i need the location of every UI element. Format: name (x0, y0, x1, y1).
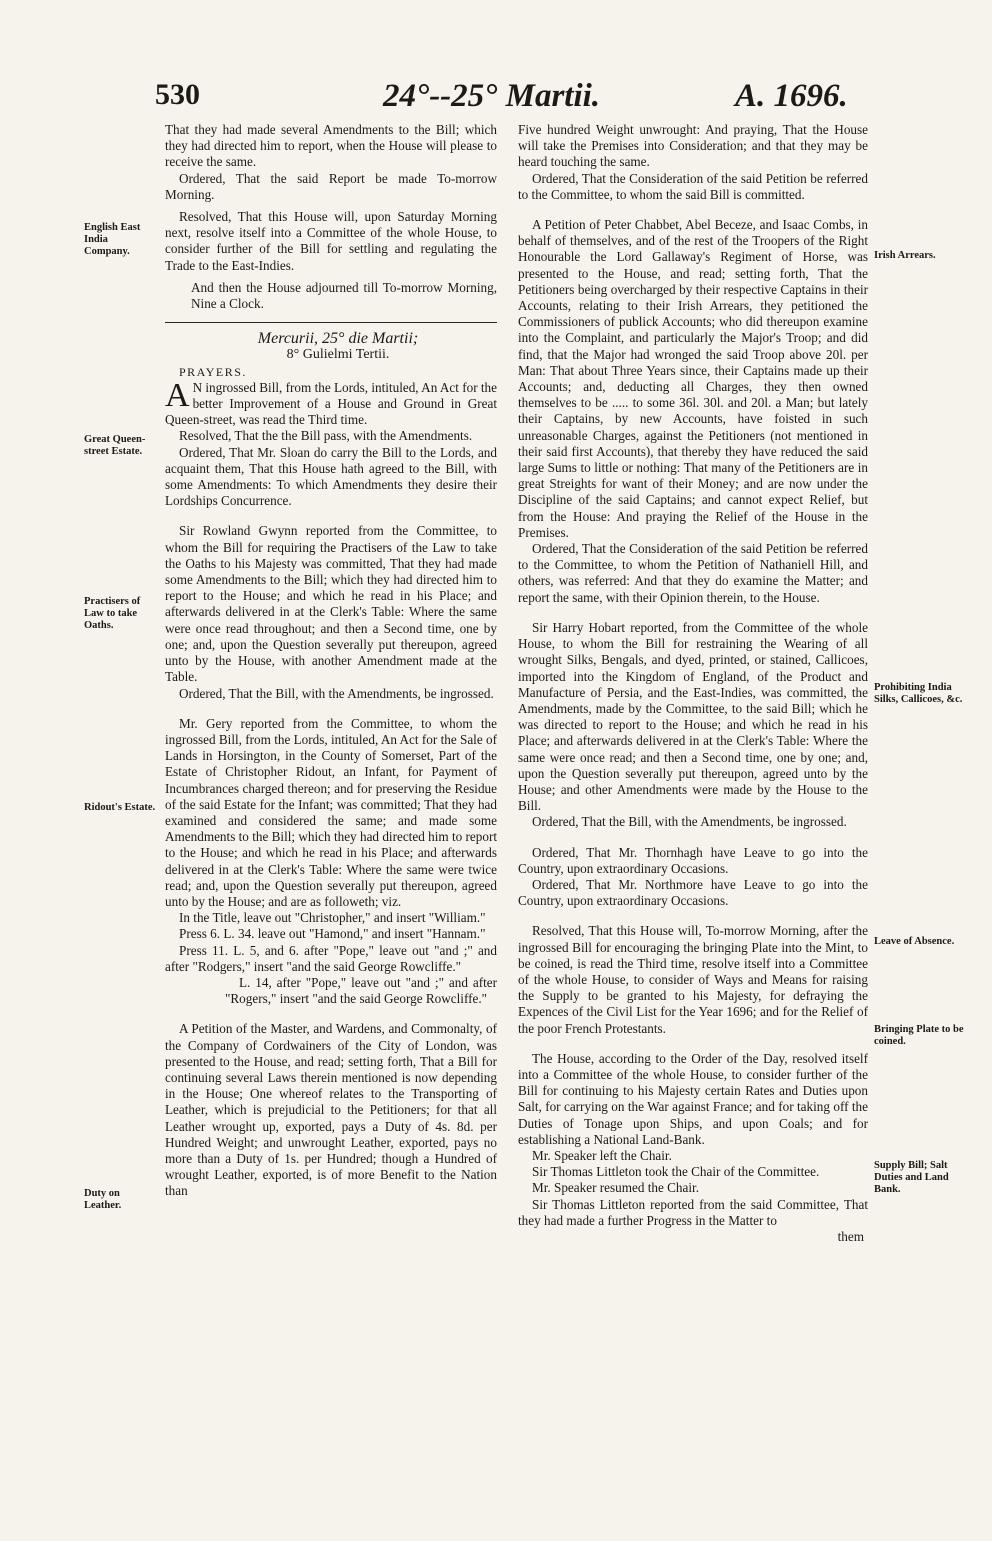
paragraph: Sir Thomas Littleton took the Chair of the Committee. (532, 1164, 820, 1180)
paragraph: Ordered, That the Bill, with the Amendments, be ingrossed. (532, 814, 847, 830)
margin-note-india-silks: Prohibiting India Silks, Callicoes, &c. (874, 682, 963, 705)
drop-cap: A (165, 376, 190, 414)
margin-note-leather: Duty on Leather. (84, 1188, 122, 1211)
running-head-dates: 24°--25° Martii. (383, 78, 601, 114)
prayers-heading: PRAYERS. (179, 364, 247, 379)
adjournment: And then the House adjourned till To-morrow Morning, Nine a Clock. (191, 279, 497, 312)
paragraph: L. 14, after "Pope," leave out "and ;" and after "Rogers," insert "and the said George Rowcliffe." (225, 974, 497, 1007)
paragraph: Press 6. L. 34. leave out "Hamond," and insert "Hannam." (179, 926, 486, 942)
margin-note-east-india: English East India Company. (84, 222, 141, 257)
paragraph: Resolved, That this House will, To-morrow Morning, after the ingrossed Bill for encouraging the bringing Plate into the Mint, to be coined, is read the Third time, resolve itself into a Committee of the whole House, to consider of Ways and Means for raising the Supply to be granted to his Majesty, for defraying the Expences of the Civil List for the Year 1696; and for the Relief of the poor French Protestants. (518, 923, 868, 1036)
paragraph: Sir Harry Hobart reported, from the Committee of the whole House, to whom the Bill for restraining the Wearing of all wrought Silks, Bengals, and dyed, printed, or stained, Callicoes, imported into the Kingdom of England, of the Product and Manufacture of Persia, and the East-Indies, was committed, the Amendments, made by the Committee, to the said Bill; which he was directed to report to the House; and which he read in his Place; and afterwards delivered in at the Clerk's Table: Where the same were once read; and then a Second time, one by one; and, upon the Question severally put thereupon, agreed unto by the House; and other Amendments were made by the House to the Bill. (518, 619, 868, 814)
margin-note-ridout: Ridout's Estate. (84, 802, 156, 813)
page-number: 530 (155, 78, 200, 111)
paragraph: Mr. Gery reported from the Committee, to whom the ingrossed Bill, from the Lords, intituled, An Act for the Sale of Lands in Horsington, in the County of Somerset, Part of the Estate of Christopher Ridout, an Infant, for Payment of Incumbrances charged thereon; and for preserving the Residue of the said Estate for the Infant; was committed; That they had examined and considered the same; and made some Amendments to the Bill; which they had directed him to report to the House; and which he read in his Place; and afterwards delivered in at the Clerk's Table: Where the same were twice read; and, upon the Question severally put thereupon, agreed unto by the House; and are as followeth; viz. (165, 715, 497, 909)
margin-note-practisers: Practisers of Law to take Oaths. (84, 596, 141, 631)
paragraph: A N ingrossed Bill, from the Lords, intituled, An Act for the better Improvement of a House and Ground in Great Queen-street, was read the Third time. (165, 376, 497, 428)
paragraph: Ordered, That Mr. Northmore have Leave to go into the Country, upon extraordinary Occasions. (518, 876, 868, 909)
paragraph: Ordered, That the Consideration of the said Petition be referred to the Committee, to whom the said Bill is committed. (518, 170, 868, 202)
running-head-year: A. 1696. (735, 78, 848, 114)
paragraph: Ordered, That Mr. Thornhagh have Leave to go into the Country, upon extraordinary Occasions. (518, 844, 868, 876)
paragraph: A Petition of Peter Chabbet, Abel Beceze, and Isaac Combs, in behalf of themselves, and of the rest of the Troopers of the Right Honourable the Lord Gallaway's Regiment of Horse, was presented to the House, and read; setting forth, That the Petitioners being overcharged by their respective Captains in their Accounts, relating to their Irish Arrears, they petitioned the Commissioners of publick Accounts; who did thereupon examine into the Complaint, and particularly the Major's Troop; and did find, that the Major had wronged the said Troop above 20l. per Man: That about Three Years since, their Captains made up their Accounts; and, deducting all Charges, they then owned themselves to be ..... to some 36l. 30l. and 20l. a Man; but lately their Captains, by new Accounts, have foisted in such unreasonable Charges, against the Petitioners (not mentioned in their said first Accounts), that thereby they have reduced the said large Sums to little or nothing: That many of the Petitioners are in great Streights for want of their Money; and are now under the Discipline of the said Captains; and cannot expect Relief, but from the House: And praying the Relief of the House in the Premises. (518, 217, 868, 540)
paragraph: Ordered, That the said Report be made To-morrow Morning. (165, 170, 497, 202)
paragraph: The House, according to the Order of the Day, resolved itself into a Committee of the whole House, to consider further of the Bill for continuing to his Majesty certain Rates and Duties upon Salt, for carrying on the War against France; and for taking off the Duties of Tonage upon Ships, and upon Coals; and for establishing a National Land-Bank. (518, 1050, 868, 1147)
margin-note-supply-bill: Supply Bill; Salt Duties and Land Bank. (874, 1160, 949, 1195)
paragraph: Ordered, That the Consideration of the said Petition be referred to the Committee, to whom the Petition of Nathaniell Hill, and others, was referred: And that they do examine the Matter; and report the same, with their Opinion therein, to the House. (518, 541, 868, 605)
right-column (518, 122, 868, 1245)
paragraph: Ordered, That Mr. Sloan do carry the Bill to the Lords, and acquaint them, That this House hath agreed to the Bill, with some Amendments: To which Amendments they desire their Lordships Concurrence. (165, 444, 497, 509)
paragraph: Five hundred Weight unwrought: And praying, That the House will take the Premises into Consideration; and that they may be heard touching the same. (518, 122, 868, 170)
paragraph: A Petition of the Master, and Wardens, and Commonalty, of the Company of Cordwainers of the City of London, was presented to the House, and read; setting forth, That a Bill for continuing several Laws therein mentioned is now depending in the House; One whereof relates to the Transporting of Leather, which is prejudicial to the Petitioners; for that all Leather wrought up, exported, pays a Duty of 4s. 8d. per Hundred Weight; and unwrought Leather, exported, pays no more than a Duty of 1s. per Hundred; though a Hundred of wrought Leather, exported, is of more Benefit to the Nation than (165, 1021, 497, 1199)
paragraph: In the Title, leave out "Christopher," and insert "William." (179, 910, 486, 926)
paragraph: Resolved, That the the Bill pass, with the Amendments. (179, 428, 473, 444)
catchword: them (837, 1229, 864, 1244)
paragraph: Resolved, That this House will, upon Saturday Morning next, resolve itself into a Committee of the whole House, to consider further of the Bill for settling and regulating the Trade to the East-Indies. (165, 209, 497, 273)
regnal-year: 8° Gulielmi Tertii. (286, 347, 390, 363)
divider (165, 322, 497, 323)
paragraph: Press 11. L. 5, and 6. after "Pope," leave out "and ;" and after "Rodgers," insert "and the said George Rowcliffe." (165, 942, 497, 974)
left-column (165, 122, 497, 1200)
paragraph: Mr. Speaker left the Chair. (532, 1147, 672, 1163)
margin-note-great-queen-street: Great Queen-street Estate. (84, 434, 146, 457)
margin-note-irish-arrears: Irish Arrears. (874, 250, 936, 261)
margin-note-bringing-plate: Bringing Plate to be coined. (874, 1024, 964, 1047)
margin-note-leave-of-absence: Leave of Absence. (874, 936, 955, 947)
paragraph: Sir Thomas Littleton reported from the said Committee, That they had made a further Progress in the Matter to (518, 1196, 868, 1228)
sitting-date-heading: Mercurii, 25° die Martii; (257, 330, 419, 348)
paragraph: Sir Rowland Gwynn reported from the Committee, to whom the Bill for requiring the Practisers of the Law to take the Oaths to his Majesty was committed, That they had made some Amendments to the Bill; which they had directed him to report to the House; and which he read in his Place; and afterwards delivered in at the Clerk's Table: Where the same were once read throughout; and then a Second time, one by one; and, upon the Question severally put thereupon, agreed unto by the House, with another Amendment made at the Table. (165, 523, 497, 685)
paragraph: Ordered, That the Bill, with the Amendments, be ingrossed. (179, 685, 494, 701)
page-header (0, 78, 992, 128)
paragraph: That they had made several Amendments to the Bill; which they had directed him to report, when the House will please to receive the same. (165, 122, 497, 170)
paragraph: Mr. Speaker resumed the Chair. (532, 1180, 699, 1196)
